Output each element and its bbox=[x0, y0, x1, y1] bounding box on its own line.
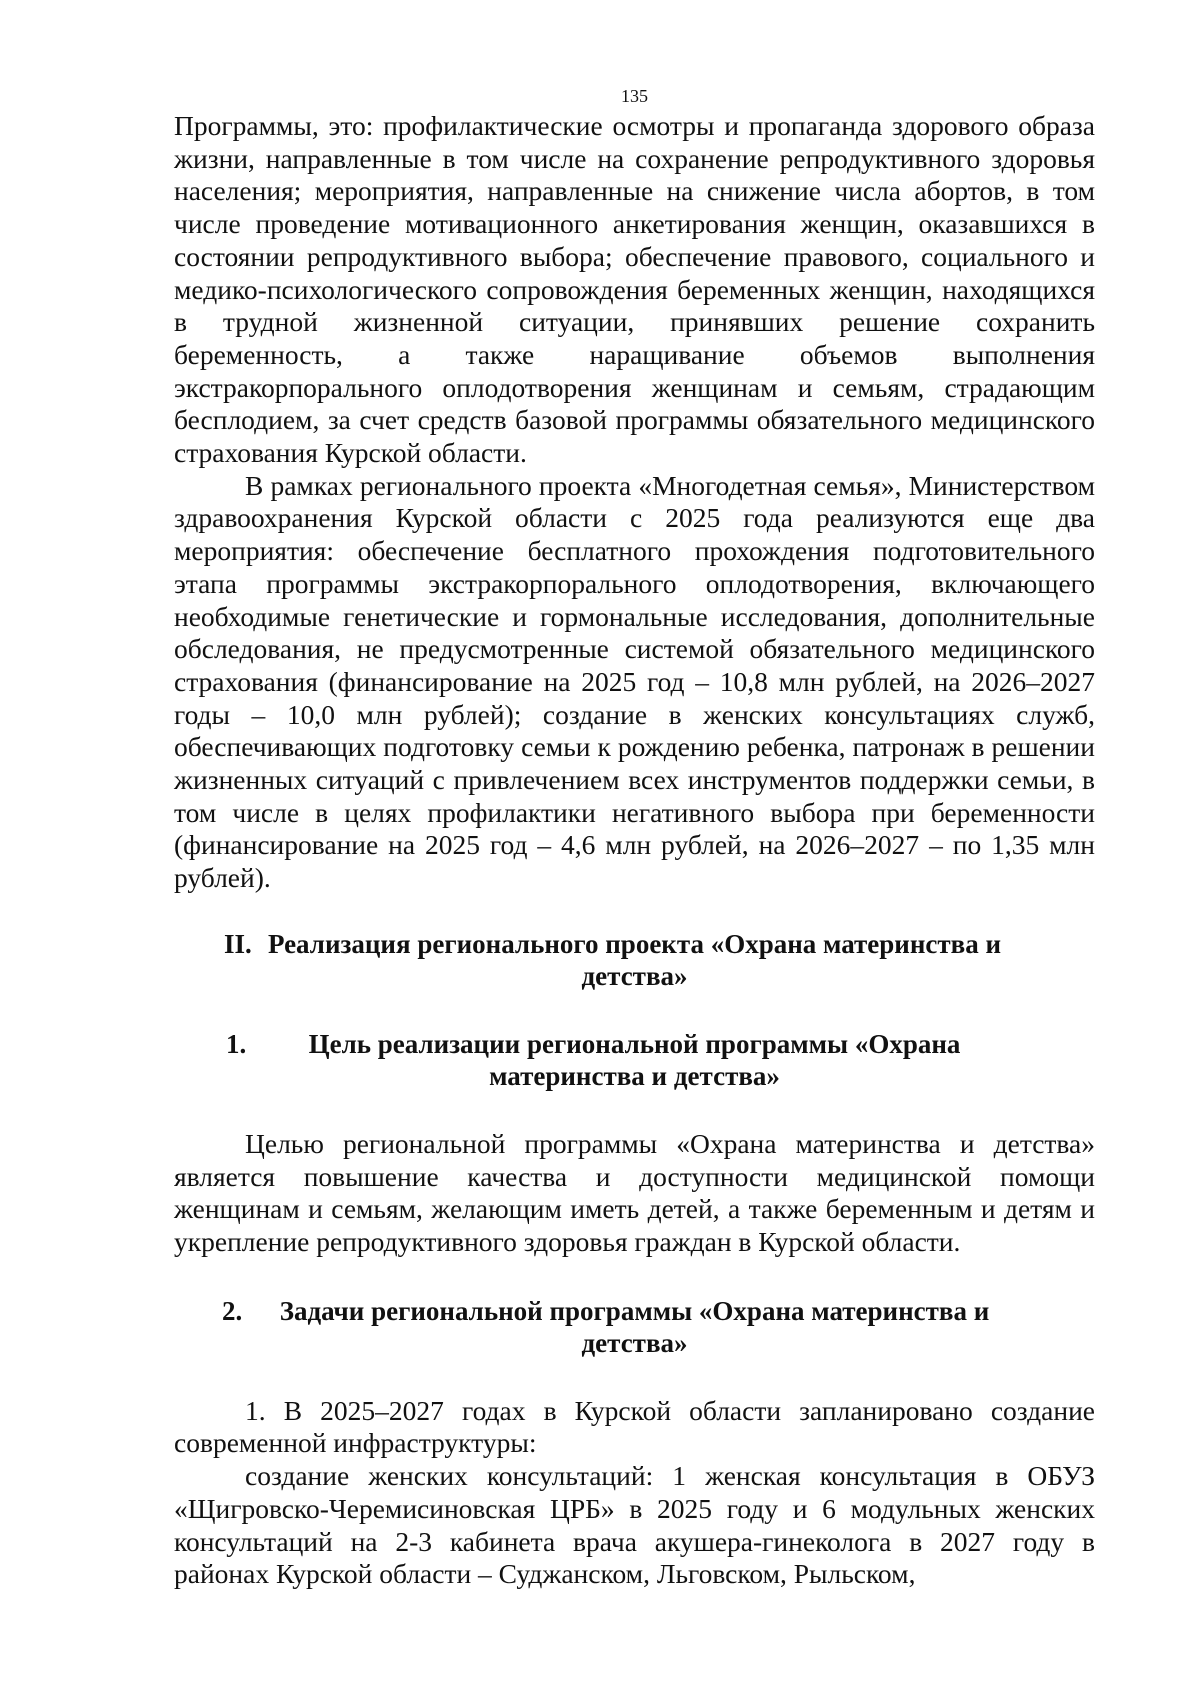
paragraph-program-goal: Целью региональной программы «Охрана материнства и детства» является повышение качества и доступности медицинской помощи женщинам и семьям, желающим иметь детей, а также беременным и детям и укрепление репродуктивного здоровья граждан в Курской области. bbox=[174, 1127, 1095, 1257]
page-number: 135 bbox=[621, 86, 648, 106]
subsection-heading-1 bbox=[174, 1028, 1095, 1092]
subsection-heading-2 bbox=[174, 1295, 1095, 1359]
subsection-title: Задачи региональной программы «Охрана материнства и детства» bbox=[279, 1295, 990, 1358]
section-number: II. bbox=[224, 928, 252, 959]
paragraph-mnogodetnaya-semya: В рамках регионального проекта «Многодетная семья», Министерством здравоохранения Курской области с 2025 года реализуются еще два мероприятия: обеспечение бесплатного прохождения подготовительного этапа программы экстракорпорального оплодотворения, включающего необходимые генетические и гормональные исследования, дополнительные обследования, не предусмотренные системой обязательного медицинского страхования (финансирование на 2025 год – 10,8 млн рублей, на 2026–2027 годы – 10,0 млн рублей); создание в женских консультациях служб, обеспечивающих подготовку семьи к рождению ребенка, патронаж в решении жизненных ситуаций с привлечением всех инструментов поддержки семьи, в том числе в целях профилактики негативного выбора при беременности (финансирование на 2025 год – 4,6 млн рублей, на 2026–2027 – по 1,35 млн рублей). bbox=[174, 469, 1095, 894]
section-heading-ii bbox=[174, 928, 1095, 992]
subsection-number: 2. bbox=[222, 1295, 243, 1326]
section-title: Реализация регионального проекта «Охрана материнства и детства» bbox=[267, 928, 1002, 991]
paragraph-infrastructure: 1. В 2025–2027 годах в Курской области запланировано создание современной инфраструктуры: bbox=[174, 1394, 1095, 1459]
paragraph-womens-consultations: создание женских консультаций: 1 женская консультация в ОБУЗ «Щигровско-Черемисиновская ЦРБ» в 2025 году и 6 модульных женских консультаций на 2-3 кабинета врача акушера-гинеколога в 2027 году в районах Курской области – Суджанском, Льговском, Рыльском, bbox=[174, 1460, 1095, 1590]
document-page bbox=[174, 84, 1095, 1591]
paragraph-programs-continued: Программы, это: профилактические осмотры и пропаганда здорового образа жизни, направленные в том числе на сохранение репродуктивного здоровья населения; мероприятия, направленные на снижение числа абортов, в том числе проведение мотивационного анкетирования женщин, оказавшихся в состоянии репродуктивного выбора; обеспечение правового, социального и медико-психологического сопровождения беременных женщин, находящихся в трудной жизненной ситуации, принявших решение сохранить беременность, а также наращивание объемов выполнения экстракорпорального оплодотворения женщинам и семьям, страдающим бесплодием, за счет средств базовой программы обязательного медицинского страхования Курской области. bbox=[174, 110, 1095, 469]
subsection-number: 1. bbox=[226, 1028, 247, 1059]
subsection-title: Цель реализации региональной программы «Охрана материнства и детства» bbox=[308, 1028, 961, 1091]
